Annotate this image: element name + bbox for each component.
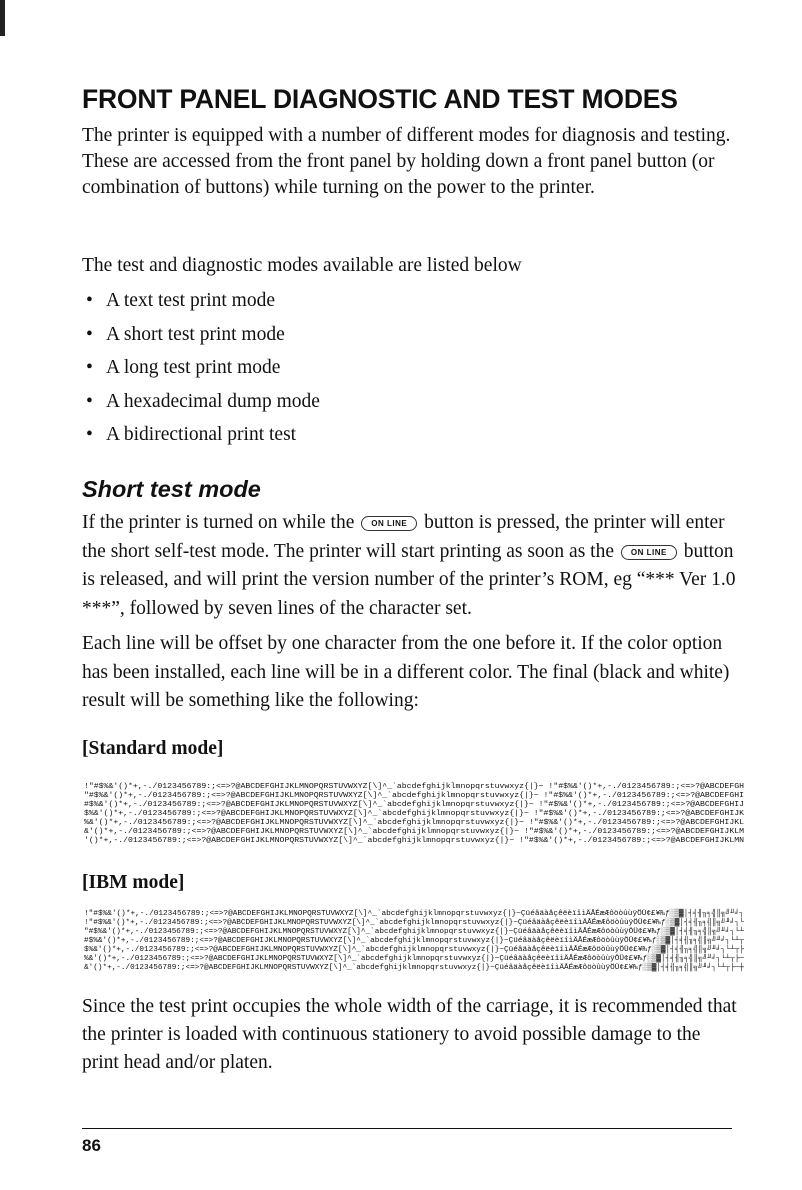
bullet-icon: •: [86, 323, 93, 345]
list-item: • A short test print mode: [82, 320, 722, 354]
list-item: • A hexadecimal dump mode: [82, 387, 722, 421]
page-title: FRONT PANEL DIAGNOSTIC AND TEST MODES: [82, 84, 678, 114]
sample-line: $%&'()*+,-./0123456789:;<=>?@ABCDEFGHIJKLMNOPQRSTUVWXYZ[\]^_`abcdefghijklmnopqrstuvwxyz{|}~ÇüéâäàåçêëèïîìÄÅÉæÆôöòûùÿÖÜ¢£¥₧ƒ░▒▓│┤╡╢╖╕╣║╗╝╜╛┐└┴┬├: [84, 946, 728, 954]
page-number: 86: [82, 1136, 101, 1155]
modes-list: [82, 286, 722, 454]
on-line-key-icon: ON LINE: [361, 516, 417, 531]
sample-line: !"#$%&'()*+,-./0123456789:;<=>?@ABCDEFGHIJKLMNOPQRSTUVWXYZ[\]^_`abcdefghijklmnopqrstuvwxyz{|}~ÇüéâäàåçêëèïîìÄÅÉæÆôöòûùÿÖÜ¢£¥₧ƒ░▒▓│┤╡╢╖╕╣║╗╝╜╛┐: [84, 910, 724, 918]
section-title: Short test mode: [82, 476, 261, 502]
sample-line: !"#$%&'()*+,-./0123456789:;<=>?@ABCDEFGHIJKLMNOPQRSTUVWXYZ[\]^_`abcdefghijklmnopqrstuvwxyz{|}~ÇüéâäàåçêëèïîìÄÅÉæÆôöòûùÿÖÜ¢£¥₧ƒ░▒▓│┤╡╢╖╕╣║╗╝╜╛┐└: [84, 919, 728, 927]
sample-line: &'()*+,-./0123456789:;<=>?@ABCDEFGHIJKLMNOPQRSTUVWXYZ[\]^_`abcdefghijklmnopqrstuvwxyz{|}~ !"#$%&'()*+,-./0123456789:;<=>?@ABCDEFGHIJKLM: [84, 828, 692, 836]
sample-line: %&'()*+,-./0123456789:;<=>?@ABCDEFGHIJKLMNOPQRSTUVWXYZ[\]^_`abcdefghijklmnopqrstuvwxyz{|}~ !"#$%&'()*+,-./0123456789:;<=>?@ABCDEFGHIJKL: [84, 819, 692, 827]
color-paragraph: Each line will be offset by one character from the one before it. If the color option has been installed, each line will be in a different color. The final (black and white) result will be something like the following:: [82, 633, 730, 711]
closing-paragraph: Since the test print occupies the whole width of the carriage, it is recommended that the printer is loaded with continuous stationery to avoid possible damage to the print head and/or platen.: [82, 996, 737, 1073]
sample-line: "#$%&'()*+,-./0123456789:;<=>?@ABCDEFGHIJKLMNOPQRSTUVWXYZ[\]^_`abcdefghijklmnopqrstuvwxyz{|}~ !"#$%&'()*+,-./0123456789:;<=>?@ABCDEFGHI: [84, 792, 692, 800]
list-item: • A bidirectional print test: [82, 420, 722, 454]
intro-paragraph: The printer is equipped with a number of different modes for diagnosis and testing. These are accessed from the front panel by holding down a front panel button (or combination of buttons) while turning on the power to the printer.: [82, 125, 731, 198]
list-item: • A long test print mode: [82, 353, 722, 387]
sample-line: !"#$%&'()*+,-./0123456789:;<=>?@ABCDEFGHIJKLMNOPQRSTUVWXYZ[\]^_`abcdefghijklmnopqrstuvwxyz{|}~ !"#$%&'()*+,-./0123456789:;<=>?@ABCDEFGH: [84, 783, 692, 791]
bullet-icon: •: [86, 424, 93, 445]
sample-line: $%&'()*+,-./0123456789:;<=>?@ABCDEFGHIJKLMNOPQRSTUVWXYZ[\]^_`abcdefghijklmnopqrstuvwxyz{|}~ !"#$%&'()*+,-./0123456789:;<=>?@ABCDEFGHIJK: [84, 810, 692, 818]
modes-intro: The test and diagnostic modes available are listed below: [82, 255, 522, 276]
standard-print-sample: [84, 780, 744, 846]
sample-line: "#$%&'()*+,-./0123456789:;<=>?@ABCDEFGHIJKLMNOPQRSTUVWXYZ[\]^_`abcdefghijklmnopqrstuvwxyz{|}~ÇüéâäàåçêëèïîìÄÅÉæÆôöòûùÿÖÜ¢£¥₧ƒ░▒▓│┤╡╢╖╕╣║╗╝╜╛┐└┴: [84, 928, 728, 936]
sample-line: #$%&'()*+,-./0123456789:;<=>?@ABCDEFGHIJKLMNOPQRSTUVWXYZ[\]^_`abcdefghijklmnopqrstuvwxyz{|}~ÇüéâäàåçêëèïîìÄÅÉæÆôöòûùÿÖÜ¢£¥₧ƒ░▒▓│┤╡╢╖╕╣║╗╝╜╛┐└┴┬: [84, 937, 728, 945]
standard-mode-label: [Standard mode]: [82, 738, 224, 759]
bullet-icon: •: [86, 290, 93, 311]
list-item: • A text test print mode: [82, 286, 722, 320]
short-test-paragraph: If the printer is turned on while the ON LINE button is pressed, the printer will enter the short self-test mode. The printer will start printing as soon as the ON LINE button is released, and will print the version number of the printer’s ROM, eg “*** Ver 1.0 ***”, followed by seven lines of the character set.: [82, 512, 736, 619]
sample-line: '()*+,-./0123456789:;<=>?@ABCDEFGHIJKLMNOPQRSTUVWXYZ[\]^_`abcdefghijklmnopqrstuvwxyz{|}~ !"#$%&'()*+,-./0123456789:;<=>?@ABCDEFGHIJKLMN: [84, 837, 692, 845]
ibm-mode-label: [IBM mode]: [82, 872, 185, 893]
sample-line: %&'()*+,-./0123456789:;<=>?@ABCDEFGHIJKLMNOPQRSTUVWXYZ[\]^_`abcdefghijklmnopqrstuvwxyz{|}~ÇüéâäàåçêëèïîìÄÅÉæÆôöòûùÿÖÜ¢£¥₧ƒ░▒▓│┤╡╢╖╕╣║╗╝╜╛┐└┴┬├─: [84, 955, 728, 963]
scan-edge-mark: [0, 0, 5, 36]
sample-line: &'()*+,-./0123456789:;<=>?@ABCDEFGHIJKLMNOPQRSTUVWXYZ[\]^_`abcdefghijklmnopqrstuvwxyz{|}~ÇüéâäàåçêëèïîìÄÅÉæÆôöòûùÿÖÜ¢£¥₧ƒ░▒▓│┤╡╢╖╕╣║╗╝╜╛┐└┴┬├─┼: [84, 964, 728, 972]
ibm-print-sample: [84, 907, 744, 973]
sample-line: #$%&'()*+,-./0123456789:;<=>?@ABCDEFGHIJKLMNOPQRSTUVWXYZ[\]^_`abcdefghijklmnopqrstuvwxyz{|}~ !"#$%&'()*+,-./0123456789:;<=>?@ABCDEFGHIJ: [84, 801, 692, 809]
bullet-icon: •: [86, 357, 93, 378]
bullet-icon: •: [86, 390, 93, 412]
on-line-key-icon: ON LINE: [621, 545, 677, 560]
footer-rule: [82, 1128, 732, 1129]
